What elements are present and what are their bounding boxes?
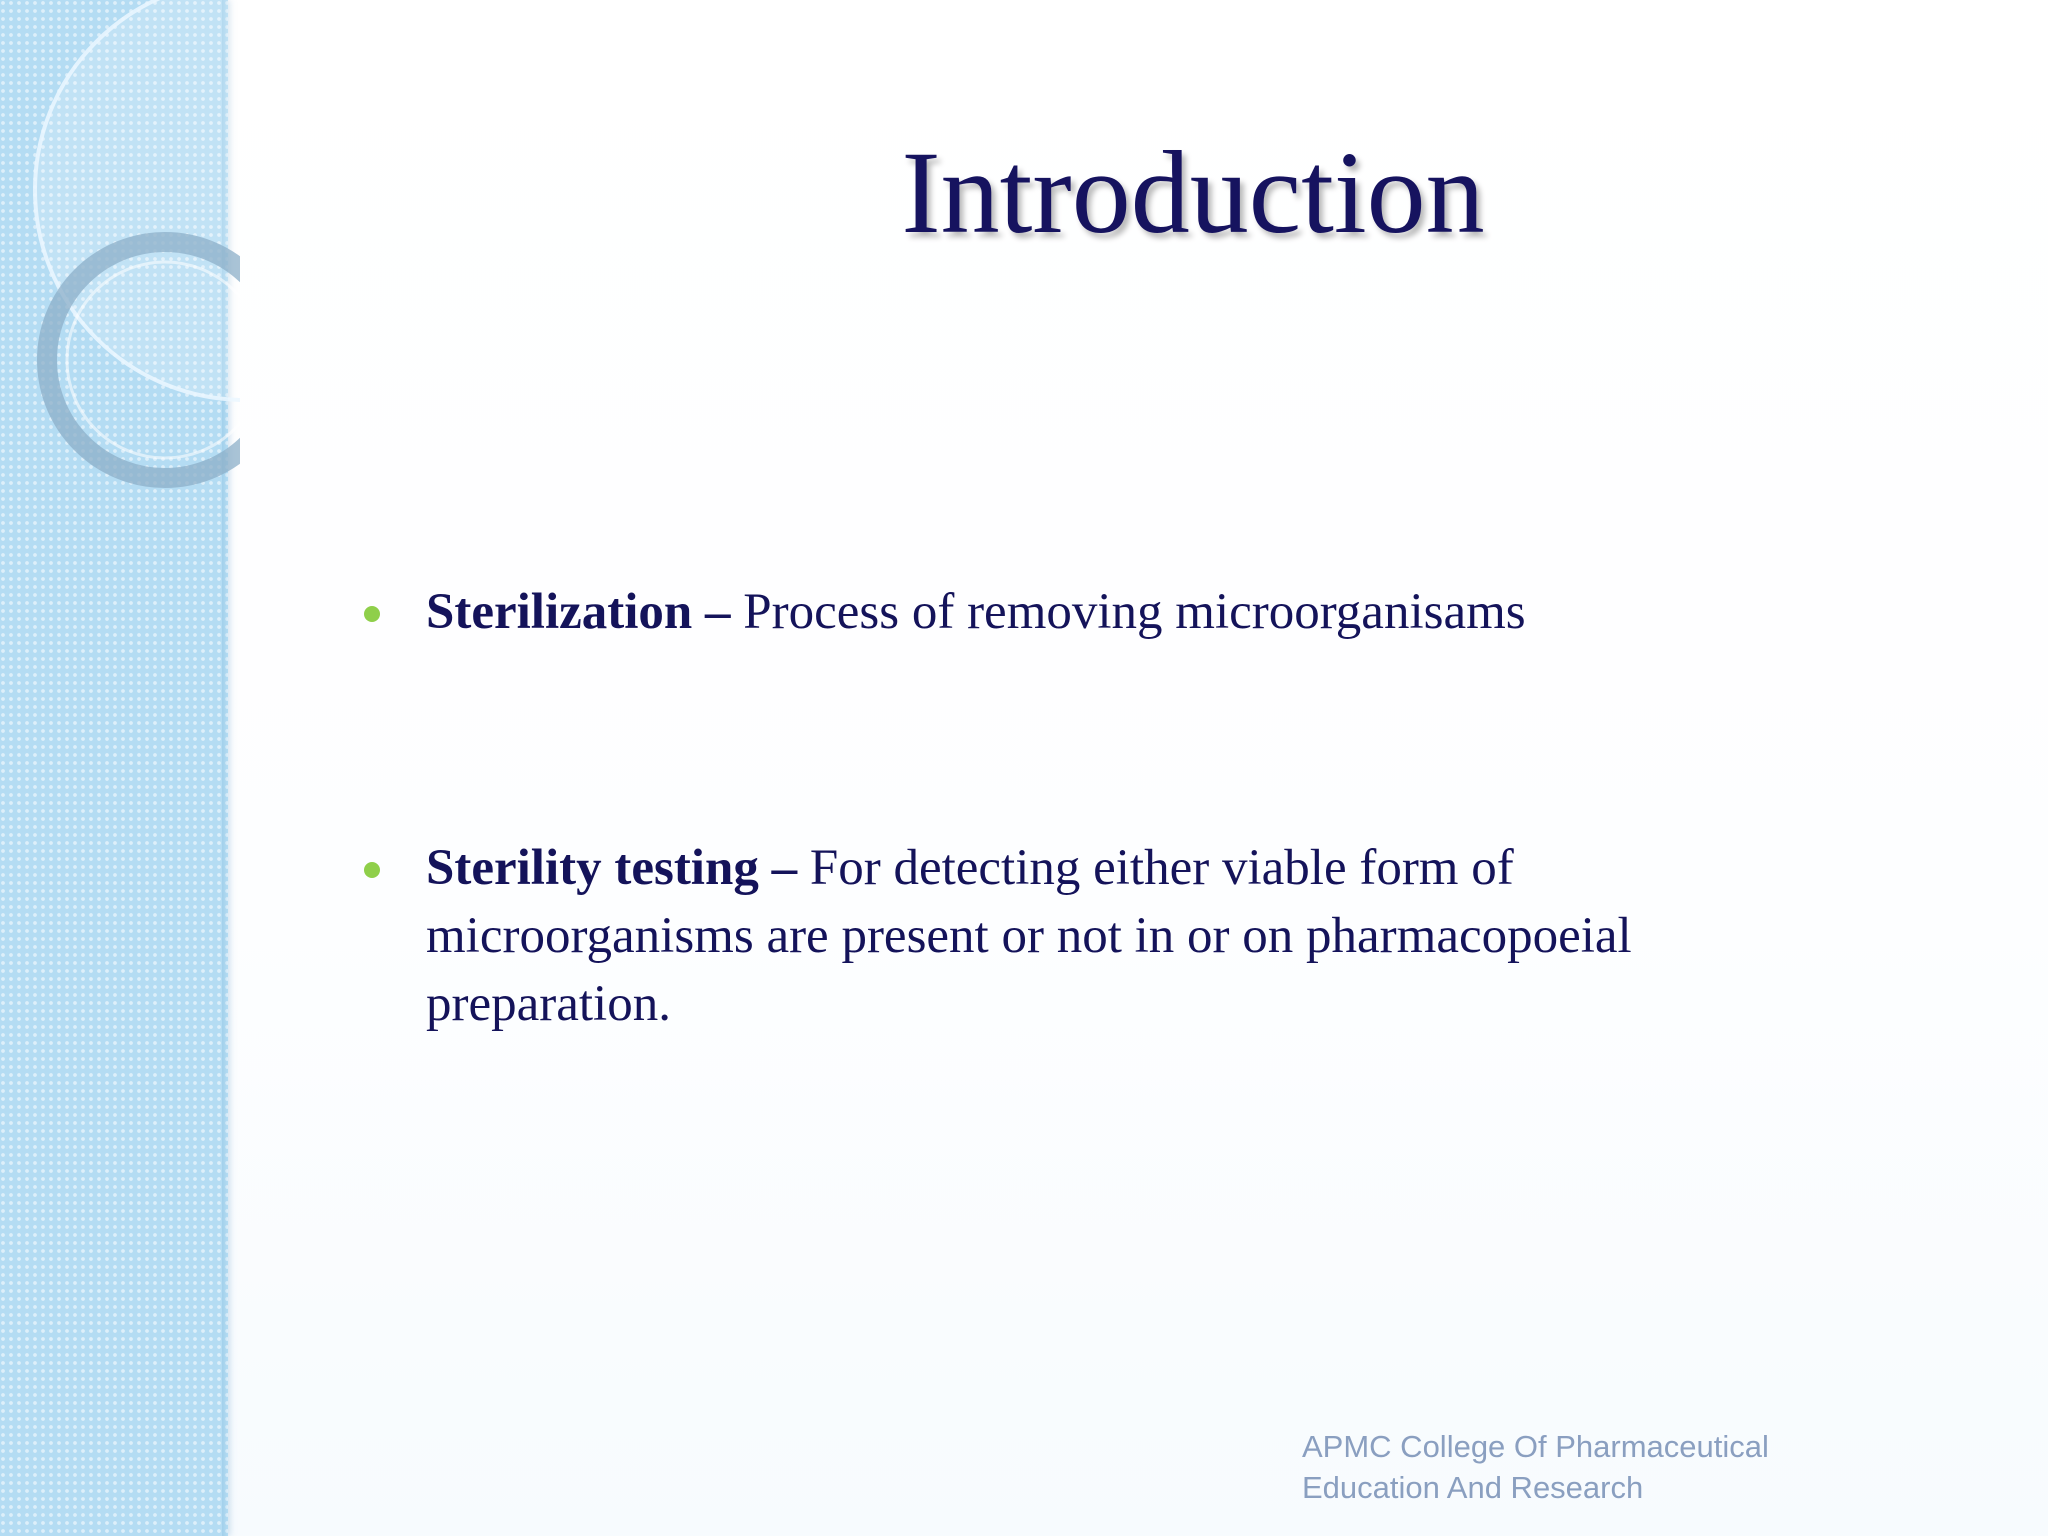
bullet-separator: – xyxy=(758,840,810,896)
bullet-dot-icon xyxy=(364,862,380,878)
footer-institution xyxy=(1302,1426,1769,1508)
decorative-rings xyxy=(0,0,240,520)
footer-line-1: APMC College Of Pharmaceutical xyxy=(1302,1429,1769,1464)
bullet-dot-icon xyxy=(364,606,380,622)
bullet-separator: – xyxy=(692,584,744,640)
slide-title: Introduction xyxy=(901,127,1485,258)
bullet-text: Process of removing microorganisams xyxy=(743,584,1526,640)
list-item xyxy=(364,578,1824,646)
bullet-text: For detecting either viable form of microorganisms are present or not in or on pharmacopoeial preparation. xyxy=(426,840,1632,1032)
list-item xyxy=(364,834,1824,1038)
footer-line-2: Education And Research xyxy=(1302,1470,1644,1505)
bullet-term: Sterilization xyxy=(426,584,693,640)
bullet-list xyxy=(364,578,1824,1038)
bullet-term: Sterility testing xyxy=(426,840,759,896)
